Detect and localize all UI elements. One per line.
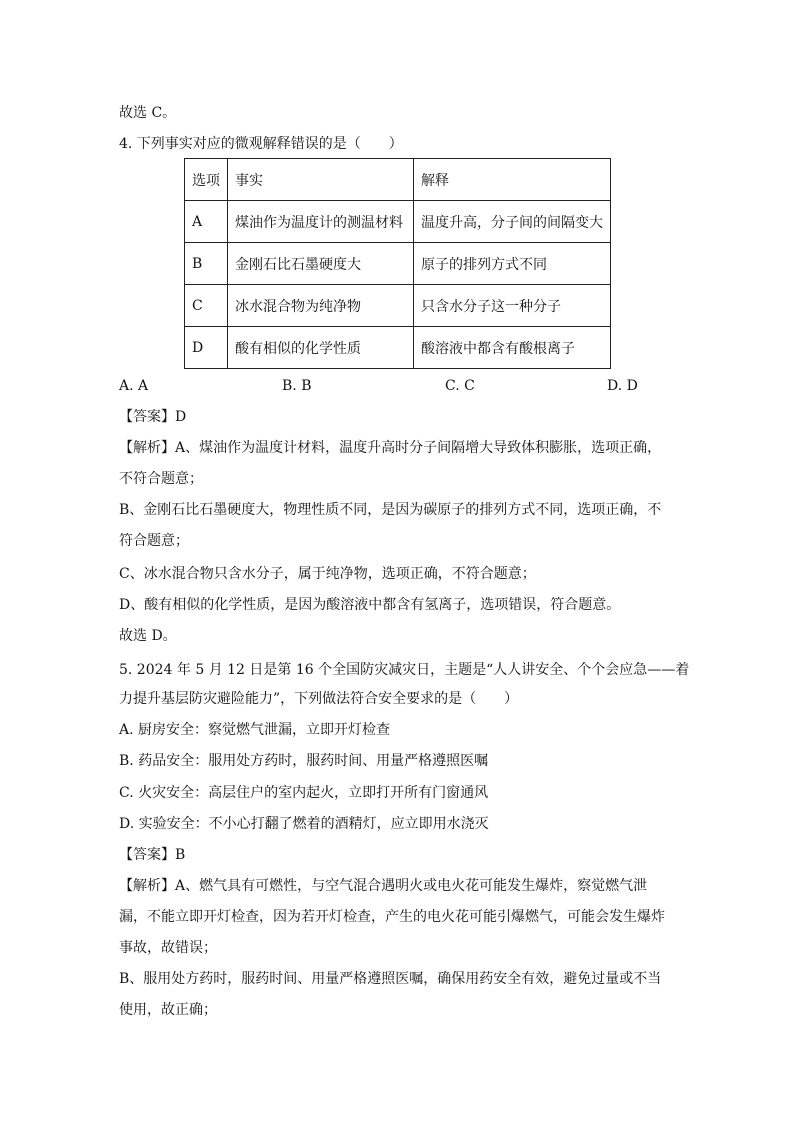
table-cell: 金刚石比石墨硬度大 bbox=[228, 243, 414, 285]
question-4-explanation-line: B、金刚石比石墨硬度大，物理性质不同，是因为碳原子的排列方式不同，选项正确，不 bbox=[119, 502, 662, 518]
question-5-explanation-line: 【解析】A、燃气具有可燃性，与空气混合遇明火或电火花可能发生爆炸，察觉燃气泄 bbox=[119, 878, 648, 894]
table-cell: 原子的排列方式不同 bbox=[414, 243, 611, 285]
question-5-stem: 5. 2024 年 5 月 12 日是第 16 个全国防灾减灾日，主题是“人人讲安全、个个会应急——着 bbox=[119, 662, 690, 678]
option-d: D. D bbox=[607, 378, 638, 394]
option-a: A. A bbox=[119, 378, 149, 394]
table-header-cell: 事实 bbox=[228, 159, 414, 201]
question-5-option-d: D. 实验安全：不小心打翻了燃着的酒精灯，应立即用水浇灭 bbox=[119, 816, 489, 832]
question-4-explanation-line: C、冰水混合物只含水分子，属于纯净物，选项正确，不符合题意； bbox=[119, 566, 536, 582]
table-header-cell: 选项 bbox=[185, 159, 228, 201]
option-c: C. C bbox=[445, 378, 475, 394]
table-cell: B bbox=[185, 243, 228, 285]
table-cell: 酸溶液中都含有酸根离子 bbox=[414, 327, 611, 369]
question-5-option-b: B. 药品安全：服用处方药时，服药时间、用量严格遵照医嘱 bbox=[119, 753, 489, 769]
table-row bbox=[185, 285, 611, 327]
question-5-stem: 力提升基层防灾避险能力”，下列做法符合安全要求的是（ ） bbox=[119, 691, 519, 707]
question-5-explanation-line: 使用，故正确； bbox=[119, 1002, 217, 1018]
table-header-cell: 解释 bbox=[414, 159, 611, 201]
table-row bbox=[185, 201, 611, 243]
question-4-explanation-line: 【解析】A、煤油作为温度计材料，温度升高时分子间隔增大导致体积膨胀，选项正确， bbox=[119, 440, 662, 456]
question-4-explanation-line: 符合题意； bbox=[119, 533, 189, 549]
table-cell: A bbox=[185, 201, 228, 243]
question-5-option-c: C. 火灾安全：高层住户的室内起火，立即打开所有门窗通风 bbox=[119, 785, 489, 801]
question-4-answer: 【答案】D bbox=[119, 409, 187, 425]
table-cell: 只含水分子这一种分子 bbox=[414, 285, 611, 327]
table-cell: 温度升高，分子间的间隔变大 bbox=[414, 201, 611, 243]
table-cell: 酸有相似的化学性质 bbox=[228, 327, 414, 369]
table-cell: D bbox=[185, 327, 228, 369]
table-header-row bbox=[185, 159, 611, 201]
question-5-option-a: A. 厨房安全：察觉燃气泄漏，立即开灯检查 bbox=[119, 722, 391, 738]
question-4-stem: 4. 下列事实对应的微观解释错误的是（ ） bbox=[119, 136, 403, 152]
table-cell: 冰水混合物为纯净物 bbox=[228, 285, 414, 327]
question-4-choice: 故选 D。 bbox=[119, 628, 177, 644]
option-b: B. B bbox=[282, 378, 312, 394]
table-row bbox=[185, 243, 611, 285]
answer-choice-prev: 故选 C。 bbox=[119, 105, 177, 121]
question-5-explanation-line: 事故，故错误； bbox=[119, 940, 217, 956]
question-4-explanation-line: D、酸有相似的化学性质，是因为酸溶液中都含有氢离子，选项错误，符合题意。 bbox=[119, 597, 621, 613]
table-cell: C bbox=[185, 285, 228, 327]
table-row bbox=[185, 327, 611, 369]
question-4-table bbox=[184, 158, 611, 369]
question-5-explanation-line: B、服用处方药时，服药时间、用量严格遵照医嘱，确保用药安全有效，避免过量或不当 bbox=[119, 971, 662, 987]
question-4-explanation-line: 不符合题意； bbox=[119, 471, 203, 487]
question-5-answer: 【答案】B bbox=[119, 847, 186, 863]
question-5-explanation-line: 漏，不能立即开灯检查，因为若开灯检查，产生的电火花可能引爆燃气，可能会发生爆炸 bbox=[119, 909, 665, 925]
table-cell: 煤油作为温度计的测温材料 bbox=[228, 201, 414, 243]
